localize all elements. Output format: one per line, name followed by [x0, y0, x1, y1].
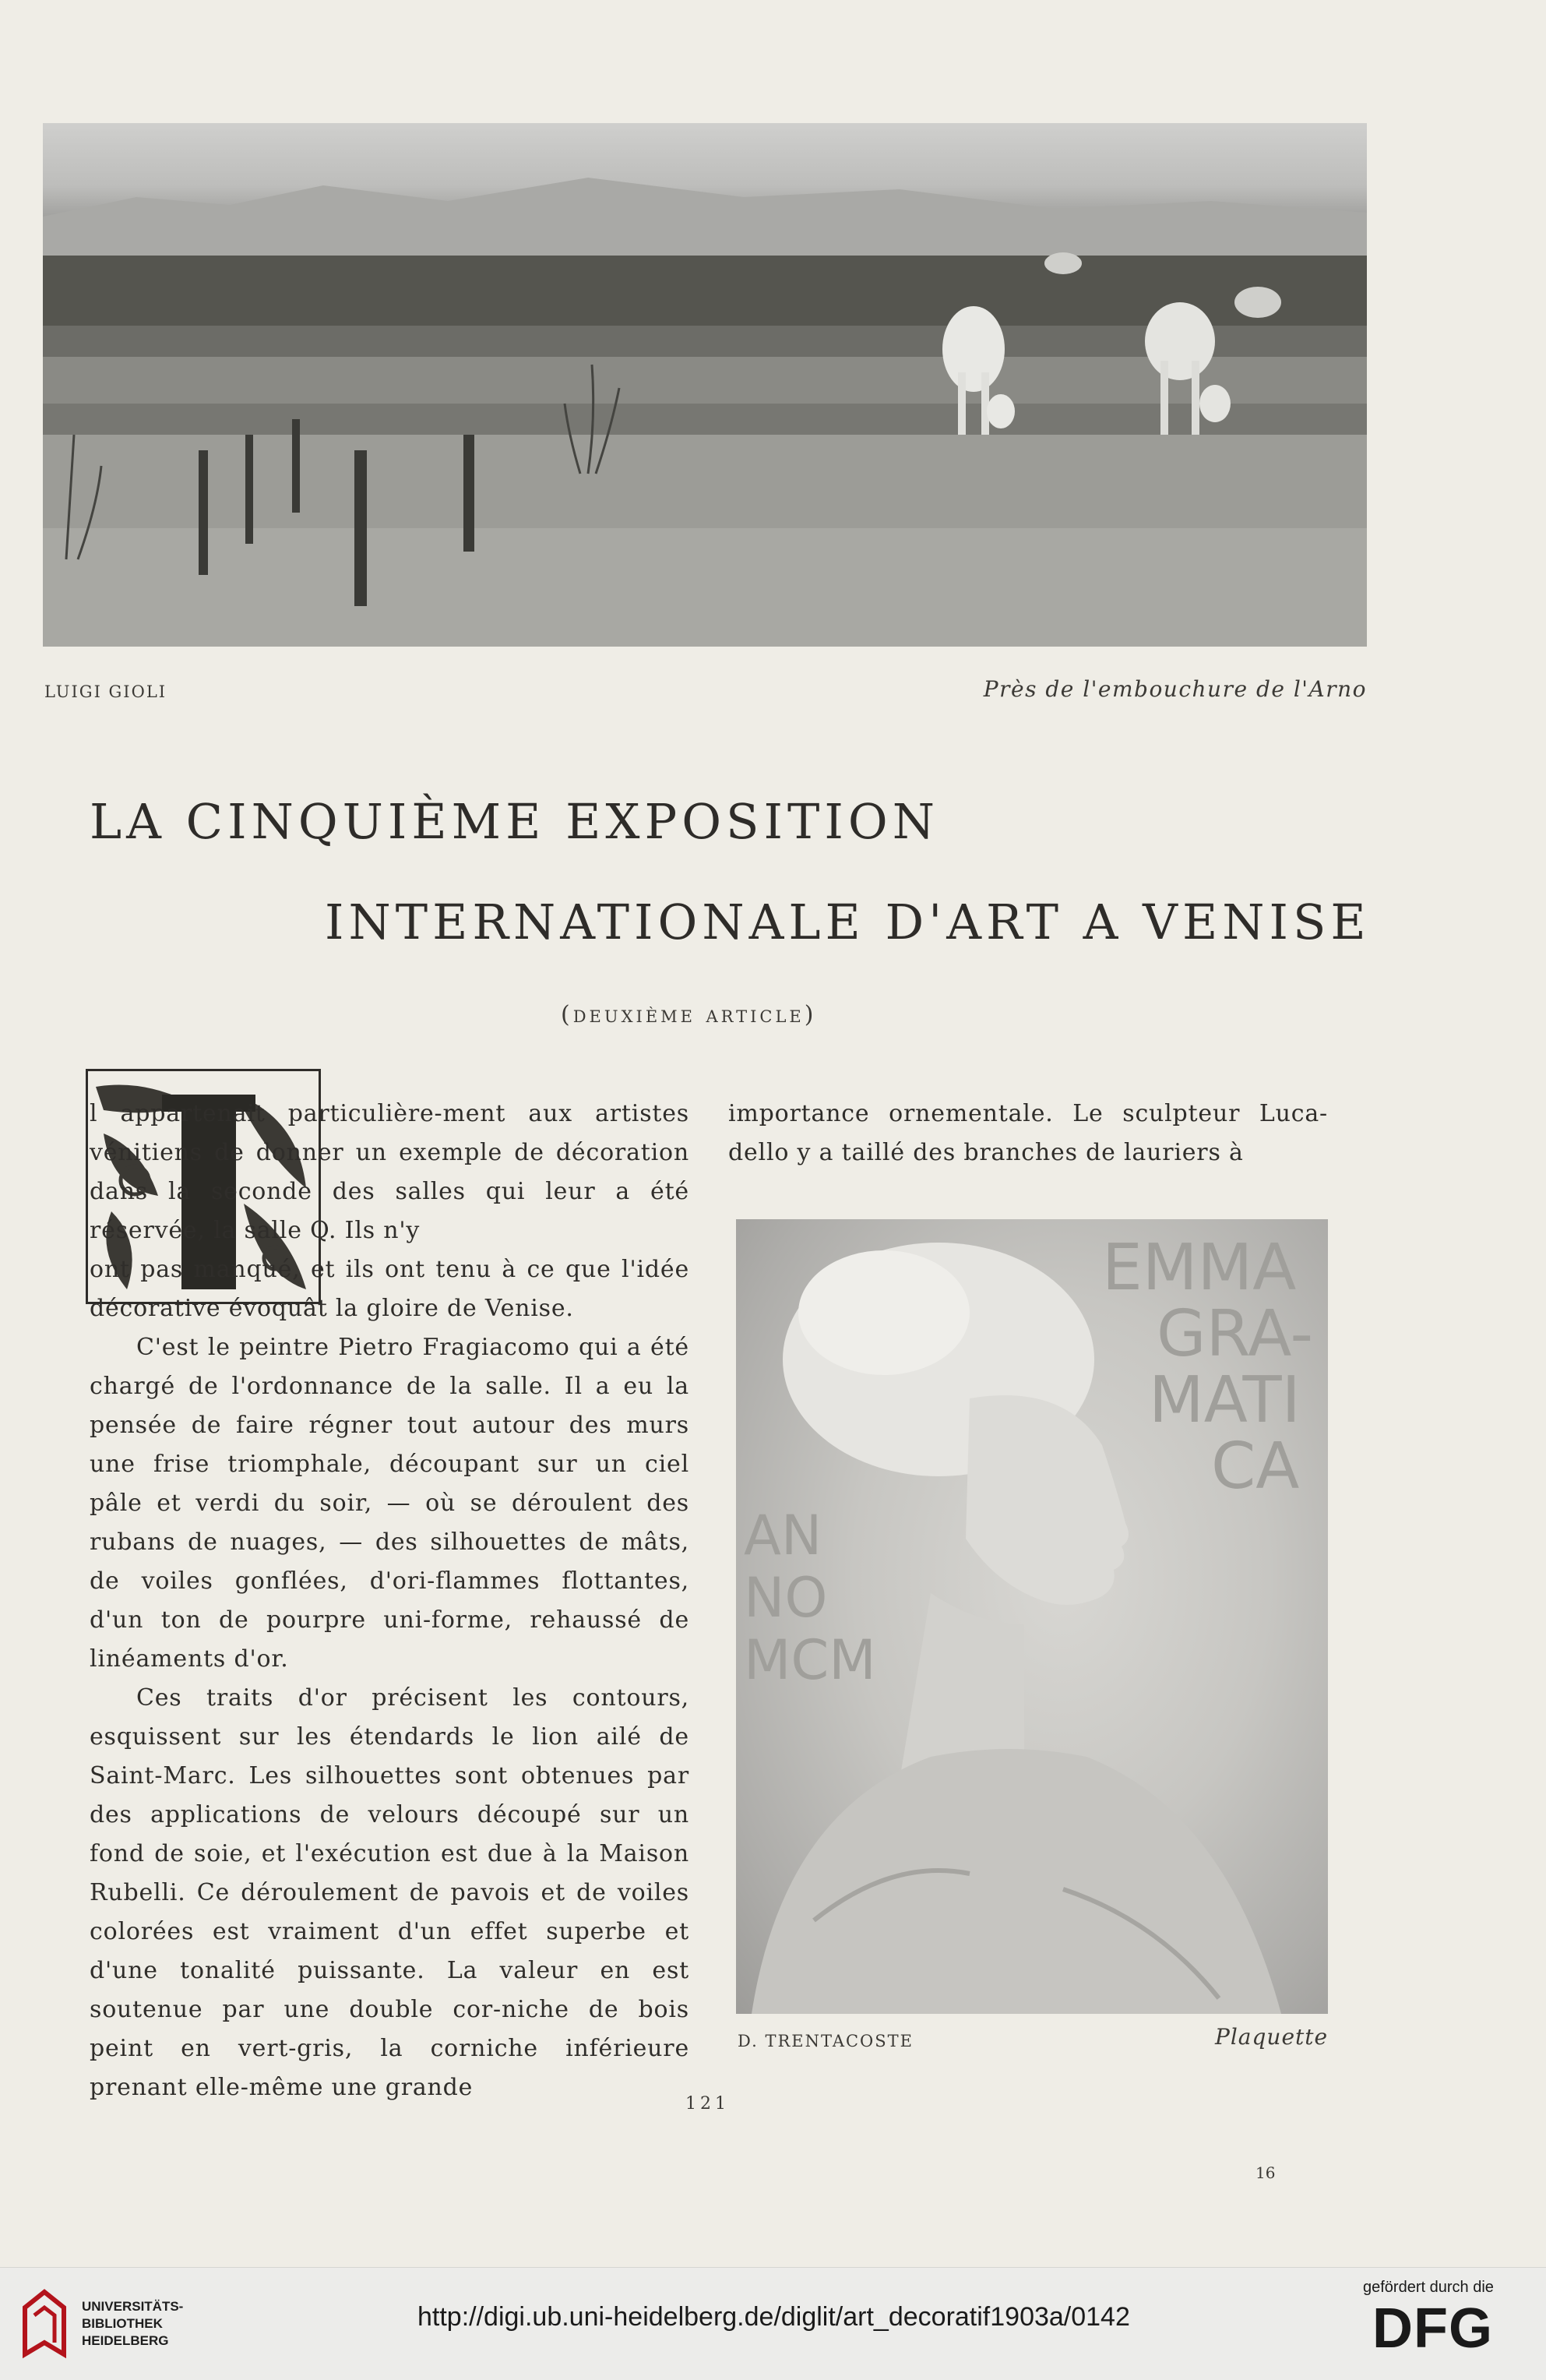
plaquette-artist: D. TRENTACOSTE	[738, 2032, 914, 2050]
dfg-logo[interactable]: DFG	[1372, 2297, 1493, 2360]
funded-by-text: gefördert durch die	[1363, 2279, 1494, 2296]
plate-artist: LUIGI GIOLI	[44, 682, 167, 701]
library-name[interactable]	[82, 2298, 183, 2350]
landscape-illustration	[43, 123, 1367, 647]
plate-caption: Près de l'embouchure de l'Arno	[983, 676, 1367, 702]
paragraph-2: C'est le peintre Pietro Fragiacomo qui a été chargé de l'ordonnance de la salle. Il a eu la pensée de faire régner tout autour des murs une frise triomphale, découpant sur un ciel pâle et verdi du soir, — où se déroulent des rubans de nuages, — des silhouettes de mâts, de voiles gonflées, d'ori-flammes flottantes, d'un ton de pourpre uni-forme, rehaussé de linéaments d'or.	[90, 1334, 689, 1673]
relief-portrait	[736, 1219, 1328, 2014]
inscription-line-1: EMMA	[1102, 1231, 1297, 1305]
signature-mark: 16	[1255, 2163, 1276, 2182]
inscription-line-2: GRA-	[1157, 1297, 1314, 1371]
library-line-1: UNIVERSITÄTS-	[82, 2299, 184, 2314]
plaquette-image	[736, 1219, 1328, 2014]
right-column	[728, 1095, 1328, 1172]
library-line-3: HEIDELBERG	[82, 2333, 169, 2348]
library-line-2: BIBLIOTHEK	[82, 2316, 163, 2331]
university-logo-icon[interactable]	[17, 2284, 72, 2362]
inscription-line-3: MATI	[1149, 1363, 1301, 1437]
article-title-line-1: LA CINQUIÈME EXPOSITION	[90, 793, 939, 850]
inscription-left-1: AN	[744, 1504, 822, 1567]
page-number: 121	[685, 2094, 730, 2114]
permalink-url[interactable]: http://digi.ub.uni-heidelberg.de/diglit/art_decoratif1903a/0142	[417, 2302, 1130, 2332]
article-title-line-2: INTERNATIONALE D'ART A VENISE	[325, 894, 1371, 950]
right-column-text: importance ornementale. Le sculpteur Luca-dello y a taillé des branches de lauriers à	[728, 1100, 1328, 1166]
landscape-plate	[43, 123, 1367, 647]
paragraph-1-continuation: ont pas manqué, et ils ont tenu à ce que l'idée décorative évoquât la gloire de Venise.	[90, 1256, 689, 1322]
left-column	[90, 1095, 689, 2107]
plaquette-caption: Plaquette	[1215, 2024, 1329, 2050]
inscription-left-3: MCM	[744, 1628, 876, 1692]
paragraph-3: Ces traits d'or précisent les contours, esquissent sur les étendards le lion ailé de Saint-Marc. Les silhouettes sont obtenues par des applications de velours découpé sur un fond de soie, et l'exécution est due à la Maison Rubelli. Ce déroulement de pavois et de voiles colorées est vraiment d'un effet superbe et d'une tonalité puissante. La valeur en est soutenue par une double cor-niche de bois peint en vert-gris, la corniche inférieure prenant elle-même une grande	[90, 1684, 689, 2101]
inscription-left-2: NO	[744, 1566, 828, 1630]
paragraph-1-opening: l appartenait particulière-ment aux artistes vénitiens de donner un exemple de décoration dans la seconde des salles qui leur a été réservée, la salle Q. Ils n'y	[90, 1100, 689, 1244]
inscription-line-4: CA	[1211, 1430, 1300, 1504]
article-subtitle: (deuxième article)	[561, 1001, 817, 1028]
